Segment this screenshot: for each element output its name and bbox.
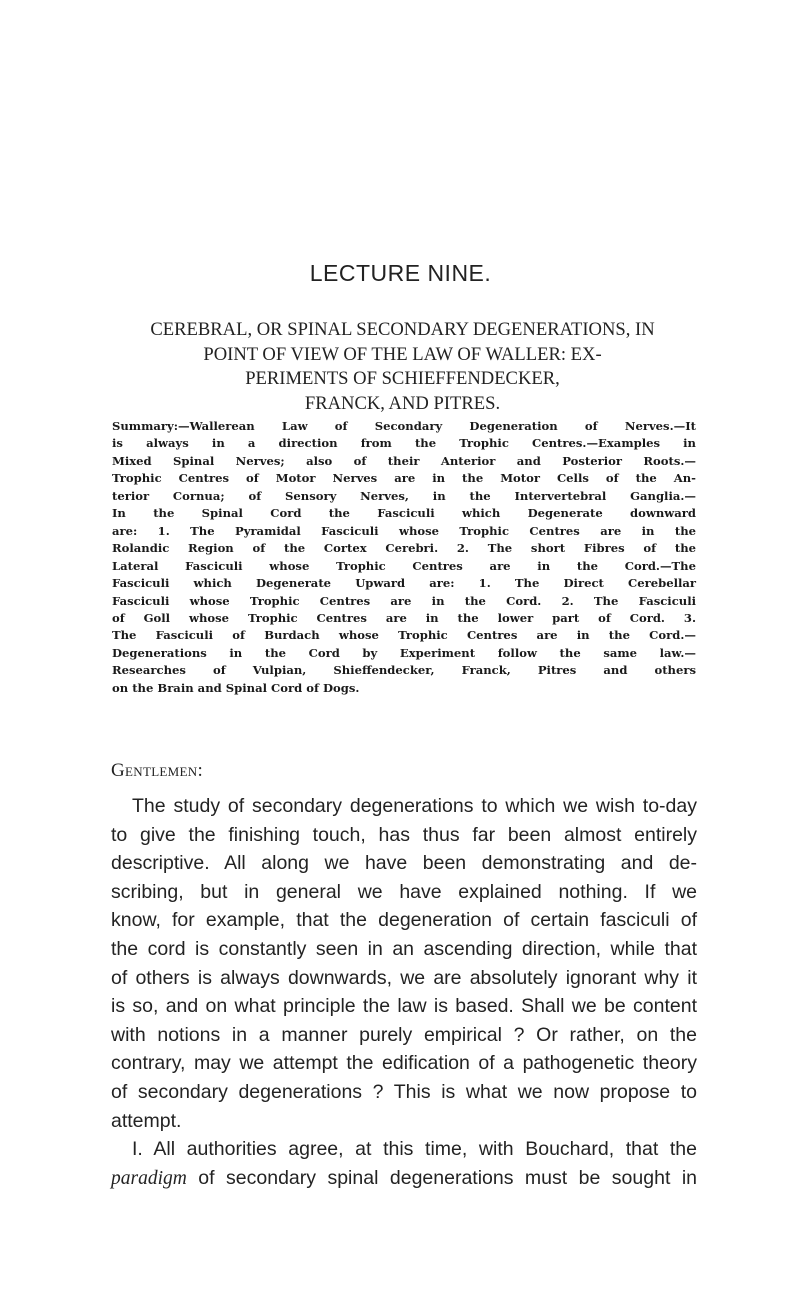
summary-line: Degenerations in the Cord by Experiment follow the same law.— — [112, 645, 696, 660]
body-line: with notions in a manner purely empirical ? Or rather, on the — [111, 1023, 697, 1046]
salutation: Gentlemen: — [111, 760, 204, 781]
body-line: The study of secondary degenerations to which we wish to-day — [132, 795, 697, 817]
body-line: is so, and on what principle the law is based. Shall we be content — [111, 995, 697, 1018]
body-line: descriptive. All along we have been demonstrating and de- — [111, 852, 697, 875]
summary-line: Mixed Spinal Nerves; also of their Anterior and Posterior Roots.— — [112, 453, 696, 468]
body-line: of secondary degenerations ? This is what we now propose to — [111, 1080, 697, 1103]
body-line: know, for example, that the degeneration of certain fasciculi of — [111, 909, 697, 932]
summary-line: Researches of Vulpian, Shieffendecker, Franck, Pitres and others — [112, 663, 696, 678]
body-line: I. All authorities agree, at this time, with Bouchard, that the — [132, 1138, 697, 1161]
summary-line: terior Cornua; of Sensory Nerves, in the Intervertebral Ganglia.— — [112, 488, 696, 503]
chapter-heading-line: CEREBRAL, OR SPINAL SECONDARY DEGENERATIONS, IN — [150, 319, 655, 340]
body-line — [111, 1164, 697, 1194]
body-line: the cord is constantly seen in an ascending direction, while that — [111, 937, 697, 960]
body-line: to give the finishing touch, has thus far been almost entirely — [111, 823, 697, 846]
italic-term: paradigm — [111, 1167, 187, 1189]
body-paragraphs — [111, 792, 697, 1193]
body-line: attempt. — [111, 1109, 182, 1132]
summary-line: Trophic Centres of Motor Nerves are in the Motor Cells of the An- — [112, 471, 696, 486]
summary-line: is always in a direction from the Trophic Centres.—Examples in — [112, 436, 696, 451]
summary-line: The Fasciculi of Burdach whose Trophic Centres are in the Cord.— — [112, 628, 696, 643]
summary-line: on the Brain and Spinal Cord of Dogs. — [112, 680, 360, 695]
body-line: of others is always downwards, we are absolutely ignorant why it — [111, 966, 697, 989]
summary-line: are: 1. The Pyramidal Fasciculi whose Trophic Centres are in the — [112, 523, 696, 538]
summary-line: of Goll whose Trophic Centres are in the lower part of Cord. 3. — [112, 610, 696, 625]
summary-line: Summary:—Wallerean Law of Secondary Degeneration of Nerves.—It — [112, 419, 696, 433]
chapter-heading-line: FRANCK, AND PITRES. — [304, 392, 501, 414]
summary-line: Fasciculi whose Trophic Centres are in the Cord. 2. The Fasciculi — [112, 593, 696, 608]
summary-line: Fasciculi which Degenerate Upward are: 1. The Direct Cerebellar — [112, 576, 696, 591]
chapter-heading — [90, 318, 715, 416]
chapter-heading-line: POINT OF VIEW OF THE LAW OF WALLER: EX- — [203, 343, 602, 365]
body-line-rest: of secondary spinal degenerations must be sought in — [186, 1166, 697, 1189]
summary-line: In the Spinal Cord the Fasciculi which Degenerate downward — [112, 506, 696, 521]
chapter-heading-line: PERIMENTS OF SCHIEFFENDECKER, — [245, 368, 560, 389]
body-line: scribing, but in general we have explained nothing. If we — [111, 880, 697, 903]
summary-line: Lateral Fasciculi whose Trophic Centres are in the Cord.—The — [112, 558, 696, 573]
body-line: contrary, may we attempt the edification of a pathogenetic theory — [111, 1052, 697, 1075]
lecture-title: LECTURE NINE. — [309, 260, 492, 286]
summary-line: Rolandic Region of the Cortex Cerebri. 2. The short Fibres of the — [112, 541, 696, 556]
chapter-summary — [112, 418, 696, 697]
